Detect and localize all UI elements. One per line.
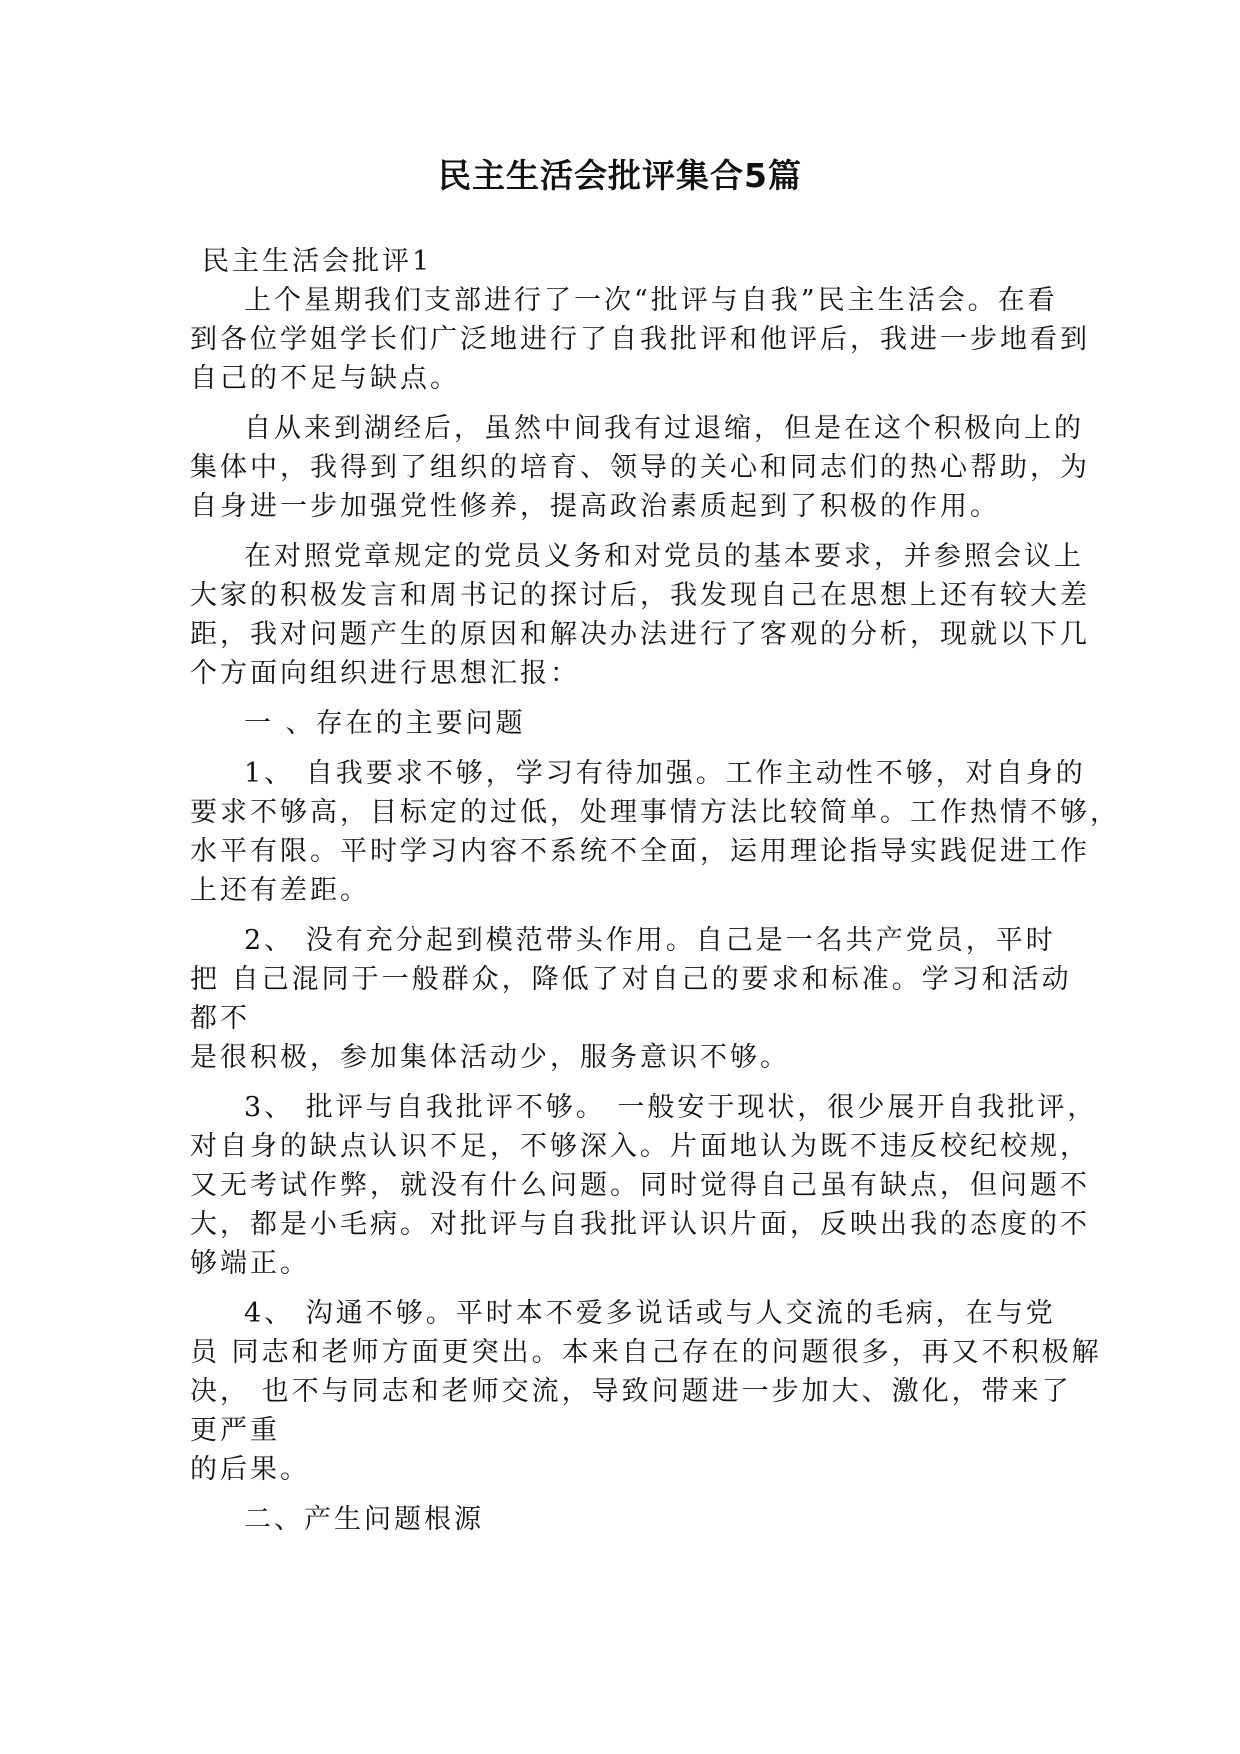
paragraph bbox=[190, 281, 1090, 398]
text-line: 自从来到湖经后，虽然中间我有过退缩，但是在这个积极向上的 bbox=[244, 413, 1084, 444]
document-body bbox=[190, 242, 1120, 1539]
paragraph bbox=[190, 409, 1090, 526]
text-line: 1、 自我要求不够，学习有待加强。工作主动性不够，对自身的 bbox=[244, 758, 1086, 789]
text-line: 大家的积极发言和周书记的探讨后，我发现自己在思想上还有较大差 bbox=[190, 580, 1090, 611]
text-line: 都不 bbox=[190, 1003, 250, 1034]
paragraph bbox=[190, 537, 1090, 693]
text-line: 够端正。 bbox=[190, 1248, 310, 1279]
text-line: 距，我对问题产生的原因和解决办法进行了客观的分析，现就以下几 bbox=[190, 619, 1090, 650]
text-line: 2、 没有充分起到模范带头作用。自己是一名共产党员，平时 bbox=[244, 925, 1056, 956]
section-heading: 一 、存在的主要问题 bbox=[244, 708, 526, 739]
text-line: 又无考试作弊，就没有什么问题。同时觉得自己虽有缺点，但问题不 bbox=[190, 1170, 1090, 1201]
text-line: 到各位学姐学长们广泛地进行了自我批评和他评后，我进一步地看到 bbox=[190, 324, 1090, 355]
text-line: 水平有限。平时学习内容不系统不全面，运用理论指导实践促进工作 bbox=[190, 836, 1090, 867]
text-line: 要求不够高，目标定的过低，处理事情方法比较简单。工作热情不够， bbox=[190, 797, 1120, 828]
text-line: 个方面向组织进行思想汇报： bbox=[190, 658, 580, 689]
paragraph bbox=[190, 1294, 1102, 1489]
text-line: 大，都是小毛病。对批评与自我批评认识片面，反映出我的态度的不 bbox=[190, 1209, 1090, 1240]
paragraph bbox=[190, 1088, 1098, 1283]
text-line: 的后果。 bbox=[190, 1454, 310, 1485]
section-heading: 二、产生问题根源 bbox=[244, 1504, 484, 1535]
text-line: 自身进一步加强党性修养，提高政治素质起到了积极的作用。 bbox=[190, 491, 1000, 522]
text-line: 是很积极，参加集体活动少，服务意识不够。 bbox=[190, 1042, 790, 1073]
text-line: 上个星期我们支部进行了一次“批评与自我”民主生活会。在看 bbox=[244, 285, 1058, 316]
text-line: 集体中，我得到了组织的培育、领导的关心和同志们的热心帮助，为 bbox=[190, 452, 1090, 483]
text-line: 更严重 bbox=[190, 1415, 280, 1446]
section-heading: 民主生活会批评1 bbox=[202, 246, 433, 277]
text-line: 把 自己混同于一般群众，降低了对自己的要求和标准。学习和活动 bbox=[190, 964, 1072, 995]
text-line: 4、 沟通不够。平时本不爱多说话或与人交流的毛病，在与党 bbox=[244, 1298, 1056, 1329]
text-line: 决， 也不与同志和老师交流，导致问题进一步加大、激化，带来了 bbox=[190, 1376, 1072, 1407]
text-line: 员 同志和老师方面更突出。本来自己存在的问题很多，再又不积极解 bbox=[190, 1337, 1102, 1368]
text-line: 在对照党章规定的党员义务和对党员的基本要求，并参照会议上 bbox=[244, 541, 1084, 572]
paragraph bbox=[190, 921, 1072, 1077]
text-line: 对自身的缺点认识不足，不够深入。片面地认为既不违反校纪校规， bbox=[190, 1131, 1090, 1162]
text-line: 3、 批评与自我批评不够。 一般安于现状，很少展开自我批评， bbox=[244, 1092, 1098, 1123]
text-line: 自己的不足与缺点。 bbox=[190, 363, 460, 394]
text-line: 上还有差距。 bbox=[190, 875, 370, 906]
document-title: 民主生活会批评集合5篇 bbox=[438, 156, 802, 195]
paragraph bbox=[190, 754, 1120, 910]
